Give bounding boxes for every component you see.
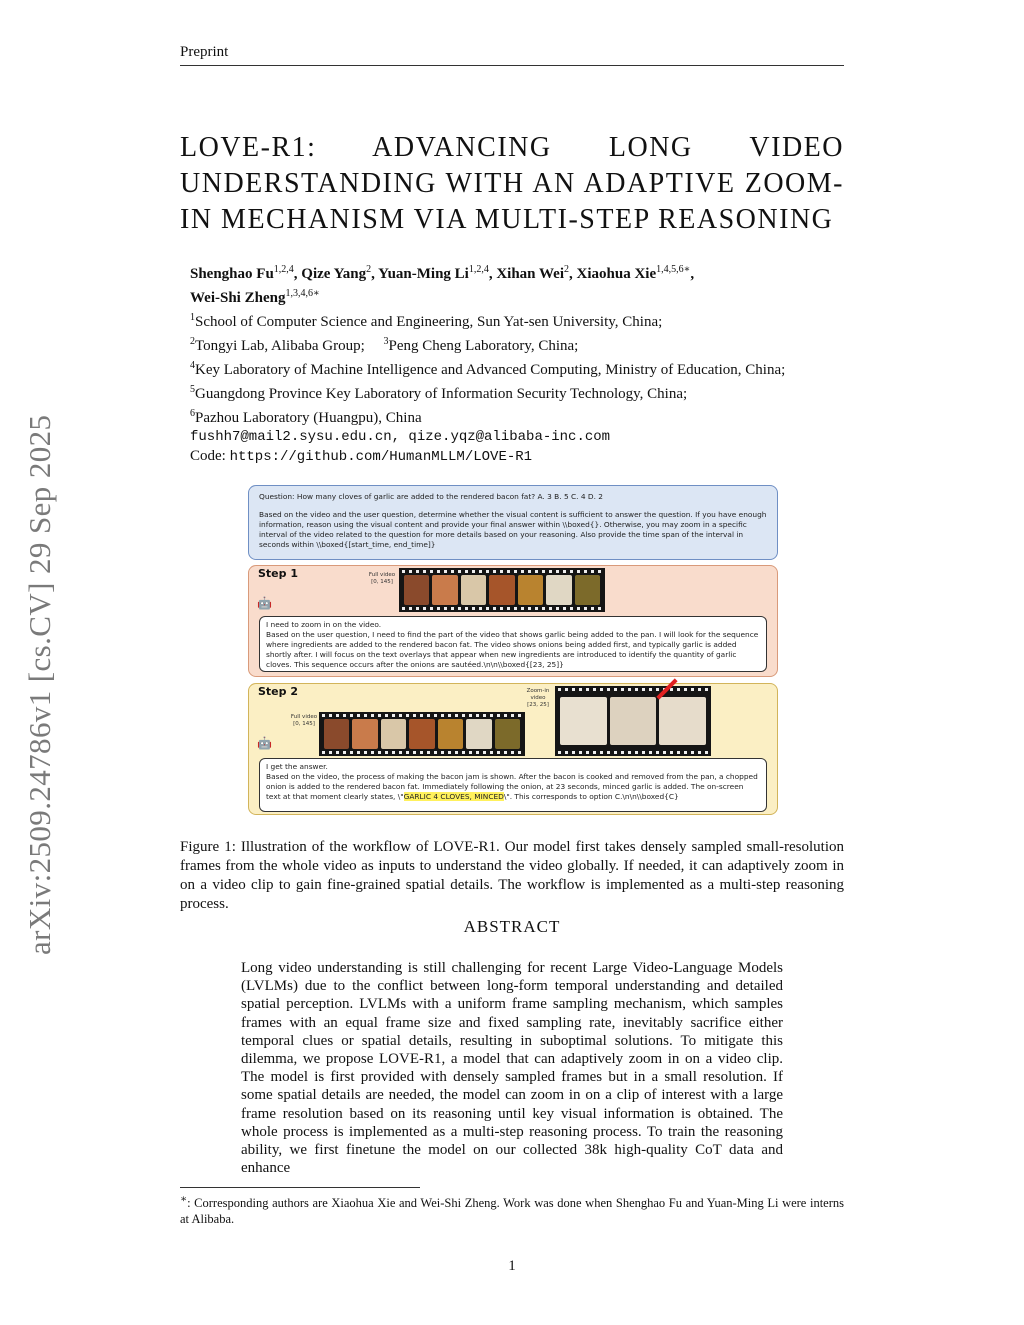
code-link[interactable]: https://github.com/HumanMLLM/LOVE-R1 [229,449,533,465]
author-sup: 2 [564,264,570,275]
figure-caption: Figure 1: Illustration of the workflow of LOVE-R1. Our model first takes densely sampled small-resolution frames from the whole video as inputs to understand the video globally. If needed, it can adaptively zoom in on a video clip to gain fine-grained spatial details. The workflow is implemented as a multi-step reasoning process. [180,839,844,912]
zoom-in-video-label: Zoom-in video [23, 25] [526,688,550,708]
abstract-heading: ABSTRACT [463,917,561,936]
question-box [248,485,778,560]
author-name: Xiaohua Xie [576,266,657,282]
author-sup: 1,4,5,6∗ [656,264,691,275]
robot-icon: 🤖 [257,736,272,750]
author-list: Shenghao Fu$^{1,2,4}$, Qize Yang$^2$, Yuan-Ming Li$^{1,2,4}$, Xihan Wei$^2$, Xiaohua Xie$^{1,4,5,6∗}$, Wei-Shi Zheng$^{1,3,4,6∗}$ [190,264,695,306]
step-2-reasoning: I get the answer. Based on the video, the process of making the bacon jam is shown. After the bacon is cooked and removed from the pan, a chopped onion is added to the rendered bacon fat. Immediately following the onion, at 23 seconds, minced garlic is added. The on-screen text at that moment clearly states, \"GARLIC 4 CLOVES, MINCED\". This corresponds to option C.\n\n\\boxed{C} [259,758,767,812]
paper-title: LOVE-R1: ADVANCING LONG VIDEO UNDERSTANDING WITH AN ADAPTIVE ZOOM-IN MECHANISM VIA MULTI-STEP REASONING [180,132,844,235]
footnote-rule [180,1187,420,1188]
full-video-label: Full video [0, 145] [290,714,318,727]
author-name: Qize Yang [301,266,367,282]
email-addresses[interactable]: fushh7@mail2.sysu.edu.cn, qize.yqz@alibaba-inc.com [190,429,611,445]
author-sup: 1,3,4,6∗ [285,288,320,299]
arxiv-stamp: arXiv:2509.24786v1 [cs.CV] 29 Sep 2025 [22,414,57,955]
affiliation: $^5$Guangdong Province Key Laboratory of Information Security Technology, China; [190,384,688,402]
author-name: Xihan Wei [496,266,565,282]
author-sup: 1,2,4 [468,264,489,275]
full-video-filmstrip [319,712,525,756]
page-number: 1 [508,1258,516,1274]
abstract-body: Long video understanding is still challenging for recent Large Video-Language Models (LVLMs) due to the conflict between long-form temporal understanding and detailed spatial perception. LVLMs with a uniform frame sampling mechanism, which samples frames with an equal frame size and fixed sampling rate, inevitably sacrifice either temporal clues or spatial details, resulting in suboptimal solutions. To mitigate this dilemma, we propose LOVE-R1, a model that can adaptively zoom in on a video clip. The model is first provided with densely sampled frames but in a small resolution. If some spatial details are needed, the model can zoom in on a clip of interest with a large frame resolution based on its reasoning until key visual information is obtained. The whole process is implemented as a multi-step reasoning process. To train the reasoning ability, we first finetune the model on our collected 38k high-quality CoT data and enhance [241,960,783,1177]
affiliation: $^1$School of Computer Science and Engineering, Sun Yat-sen University, China; [190,312,663,330]
step-1-panel [248,565,778,677]
answer-highlight: GARLIC 4 CLOVES, MINCED [403,792,504,801]
author-sup: 2 [366,264,372,275]
step-2-label: Step 2 [258,685,298,698]
affiliation: $^6$Pazhou Laboratory (Huangpu), China [190,408,422,426]
affiliation: $^2$Tongyi Lab, Alibaba Group; $^3$Peng Cheng Laboratory, China; [190,336,579,354]
author-name: Shenghao Fu [190,266,274,282]
code-line: Code: https://github.com/HumanMLLM/LOVE-R1 [190,448,533,465]
affiliation: $^4$Key Laboratory of Machine Intelligence and Advanced Computing, Ministry of Education, China; [190,360,786,378]
step-1-reasoning: I need to zoom in on the video. Based on the user question, I need to find the part of the video that shows garlic being added to the pan. I will look for the sequence where ingredients are added to the rendered bacon fat. The video shows onions being added first, and typically garlic is added shortly after. I will focus on the text overlays that appear when new ingredients are introduced to identify the quantity of garlic cloves. This sequence occurs after the onions are sautéed.\n\n\\boxed{[23, 25]} [259,616,767,672]
running-header: Preprint [180,44,844,66]
author-block [190,260,840,467]
question-text: Question: How many cloves of garlic are added to the rendered bacon fat? A. 3 B. 5 C. 4 D. 2 [259,492,604,501]
full-video-filmstrip [399,568,605,612]
instruction-text: Based on the video and the user question, determine whether the visual content is sufficient to answer the question. If you have enough information, reason using the visual content and provide your final answer within \\boxed{}. Otherwise, you may zoom in a specific interval of the video related to the question for more details based on your reasoning. Also provide the time span of the interval in seconds within \\boxed{[start_time, end_time]} [259,510,767,549]
step-1-label: Step 1 [258,567,298,580]
robot-icon: 🤖 [257,596,272,610]
author-name: Yuan-Ming Li [378,266,469,282]
full-video-label: Full video [0, 145] [368,572,396,585]
author-name: Wei-Shi Zheng [190,290,286,306]
footnote: ∗: Corresponding authors are Xiaohua Xie and Wei-Shi Zheng. Work was done when Shenghao Fu and Yuan-Ming Li were interns at Alibaba. [180,1194,844,1227]
zoom-in-filmstrip [555,686,711,756]
figure-1-workflow [248,485,778,815]
step-2-panel [248,683,778,815]
author-sup: 1,2,4 [273,264,294,275]
